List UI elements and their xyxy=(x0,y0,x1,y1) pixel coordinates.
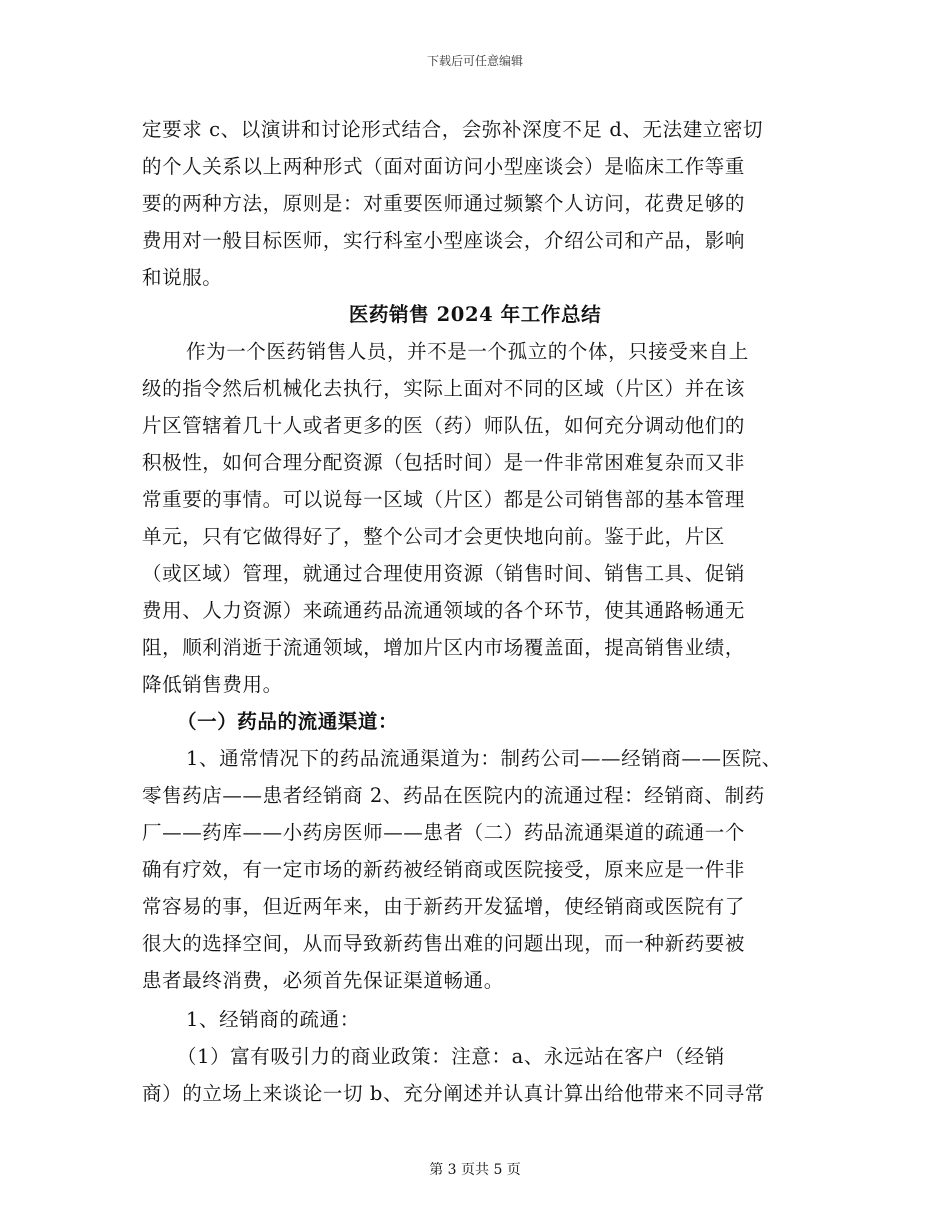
page-footer: 第 3 页共 5 页 xyxy=(429,1162,521,1178)
subheading: （一）药品的流通渠道： xyxy=(177,710,399,733)
text-line: 片区管辖着几十人或者更多的医（药）师队伍，如何充分调动他们的 xyxy=(142,414,746,437)
text-line: 定要求 c、以演讲和讨论形式结合，会弥补深度不足 d、无法建立密切 xyxy=(142,118,764,141)
text-line: 患者最终消费，必须首先保证渠道畅通。 xyxy=(142,969,504,992)
text-line: （或区域）管理，就通过合理使用资源（销售时间、销售工具、促销 xyxy=(142,562,746,585)
text-line: 要的两种方法，原则是：对重要医师通过频繁个人访问，花费足够的 xyxy=(142,192,746,215)
text-line: 和说服。 xyxy=(142,266,223,289)
text-line: 作为一个医药销售人员，并不是一个孤立的个体，只接受来自上 xyxy=(186,340,749,363)
text-line: 费用对一般目标医师，实行科室小型座谈会，介绍公司和产品，影响 xyxy=(142,229,746,252)
text-line: （1）富有吸引力的商业政策：注意：a、永远站在客户（经销 xyxy=(177,1045,725,1068)
text-line: 费用、人力资源）来疏通药品流通领域的各个环节，使其通路畅通无 xyxy=(142,599,746,622)
text-line: 级的指令然后机械化去执行，实际上面对不同的区域（片区）并在该 xyxy=(142,377,746,400)
text-line: 商）的立场上来谈论一切 b、充分阐述并认真计算出给他带来不同寻常 xyxy=(142,1082,765,1105)
text-line: 阻，顺利消逝于流通领域，增加片区内市场覆盖面，提高销售业绩， xyxy=(142,636,746,659)
text-line: 降低销售费用。 xyxy=(142,673,283,696)
text-line: 积极性，如何合理分配资源（包括时间）是一件非常困难复杂而又非 xyxy=(142,451,746,474)
list-item: 1、经销商的疏通： xyxy=(186,1008,360,1031)
text-line: 的个人关系以上两种形式（面对面访问小型座谈会）是临床工作等重 xyxy=(142,155,746,178)
text-line: 零售药店——患者经销商 2、药品在医院内的流通过程：经销商、制药 xyxy=(142,784,765,807)
page-header: 下载后可任意编辑 xyxy=(426,54,523,68)
text-line: 常容易的事，但近两年来，由于新药开发猛增，使经销商或医院有了 xyxy=(142,895,746,918)
section-title: 医药销售 2024 年工作总结 xyxy=(348,303,602,326)
text-line: 很大的选择空间，从而导致新药售出难的问题出现，而一种新药要被 xyxy=(142,932,746,955)
text-line: 确有疗效，有一定市场的新药被经销商或医院接受，原来应是一件非 xyxy=(142,858,746,881)
text-line: 常重要的事情。可以说每一区域（片区）都是公司销售部的基本管理 xyxy=(142,488,746,511)
text-line: 1、通常情况下的药品流通渠道为：制药公司——经销商——医院、 xyxy=(186,747,782,770)
text-line: 单元，只有它做得好了，整个公司才会更快地向前。鉴于此，片区 xyxy=(142,525,725,548)
text-line: 厂——药库——小药房医师——患者（二）药品流通渠道的疏通一个 xyxy=(142,821,746,844)
